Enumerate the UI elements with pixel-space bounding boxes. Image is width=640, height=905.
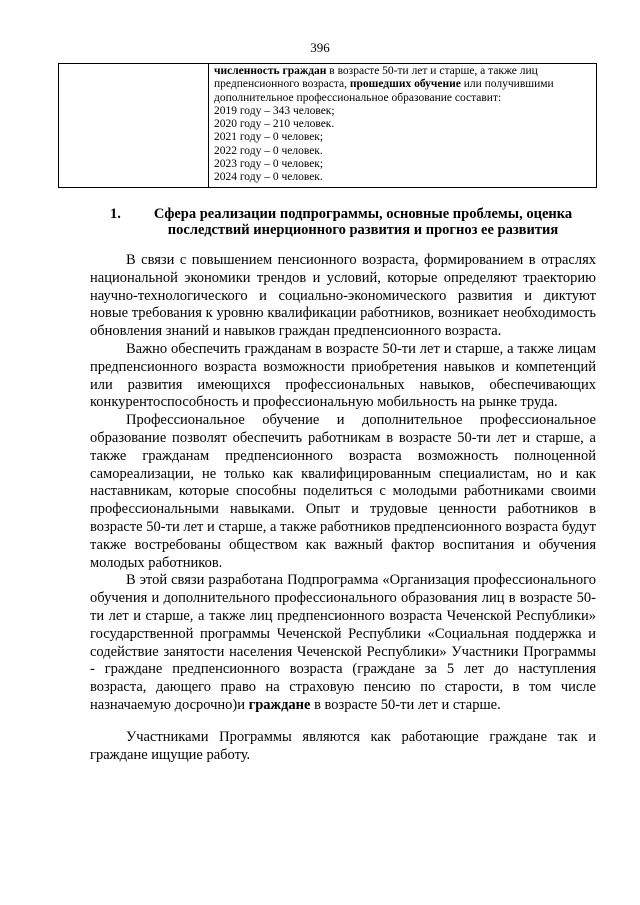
paragraph bbox=[90, 572, 596, 714]
body-text bbox=[90, 252, 596, 764]
section-title: Сфера реализации подпрограммы, основные проблемы, оценка последствий инерционного развития и прогноз ее развития bbox=[153, 206, 573, 238]
table-column-divider bbox=[208, 64, 209, 187]
indicator-description bbox=[214, 65, 592, 105]
indicator-bold-count: численность граждан bbox=[214, 65, 327, 77]
indicator-table bbox=[58, 63, 597, 188]
paragraph: Профессиональное обучение и дополнительное профессиональное образование позволят обеспечить работникам в возрасте 50-ти лет и старше, а также гражданам предпенсионного возраста возможность полноценной самореализации, не только как квалифицированным специалистам, но и как наставникам, которые способны поделиться с молодыми работниками своими профессиональными навыками. Опыт и трудовые ценности работников в возрасте 50-ти лет и старше, а также работников предпенсионного возраста будут также востребованы обществом как важный фактор воспитания и обучения молодых работников. bbox=[90, 412, 596, 571]
paragraph-bold-text: граждане bbox=[248, 696, 311, 713]
indicator-text-2: или получившими дополнительное профессиональное образование составит: bbox=[214, 78, 554, 104]
indicator-year-row: 2021 году – 0 человек; bbox=[214, 131, 324, 144]
indicator-year-row: 2024 году – 0 человек. bbox=[214, 171, 323, 184]
paragraph-tail-text: в возрасте 50-ти лет и старше. bbox=[310, 696, 501, 713]
table-cell-indicator bbox=[214, 65, 592, 185]
indicator-bold-trained: прошедших обучение bbox=[349, 78, 461, 91]
section-number: 1. bbox=[110, 206, 121, 222]
indicator-year-row: 2022 году – 0 человек. bbox=[214, 144, 323, 157]
indicator-year-row: 2020 году – 210 человек. bbox=[214, 118, 335, 131]
paragraph-text: В этой связи разработана Подпрограмма «Организация профессионального обучения и дополнительного профессионального образования лиц в возрасте 50-ти лет и старше, а также лиц предпенсионного возраста Чеченской Республики» государственной программы Чеченской Республики «Социальная поддержка и содействие занятости населения Чеченской Республики» Участники Программы - граждане предпенсионного возраста (граждане за 5 лет до наступления возраста, дающего право на страховую пенсию по старости, в том числе назначаемую досрочно)и bbox=[90, 572, 596, 713]
paragraph: В связи с повышением пенсионного возраста, формированием в отраслях национальной экономики трендов и условий, которые определяют траекторию научно-технологического и социально-экономического развития и диктуют новые требования к уровню квалификации работников, возникает необходимость обновления знаний и навыков граждан предпенсионного возраста. bbox=[90, 252, 596, 340]
section-heading bbox=[90, 206, 596, 238]
indicator-year-row: 2023 году – 0 человек; bbox=[214, 158, 324, 171]
indicator-year-row: 2019 году – 343 человек; bbox=[214, 104, 335, 117]
indicator-text-1: в возрасте 50-ти лет и старше, а также лиц предпенсионного возраста, bbox=[214, 65, 538, 91]
paragraph: Важно обеспечить гражданам в возрасте 50-ти лет и старше, а также лицам предпенсионного возраста возможности приобретения навыков и компетенций или развития имеющихся профессиональных навыков, обеспечивающих конкурентоспособность и профессиональную мобильность на рынке труда. bbox=[90, 340, 596, 411]
page-number: 396 bbox=[310, 40, 330, 55]
paragraph: Участниками Программы являются как работающие граждане так и граждане ищущие работу. bbox=[90, 728, 596, 763]
